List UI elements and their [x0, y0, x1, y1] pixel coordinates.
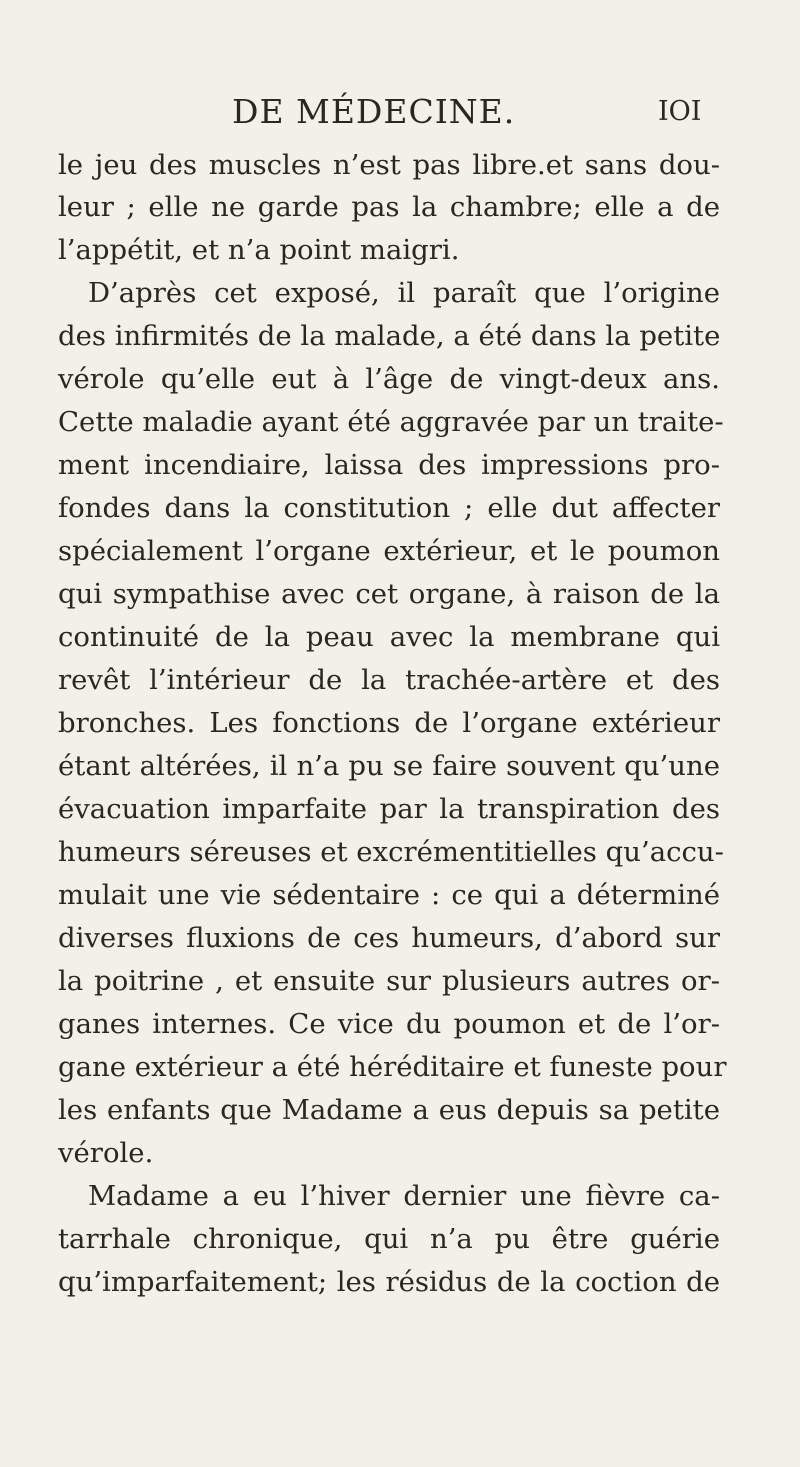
- text-line: Cette maladie ayant été aggravée par un traite-: [58, 406, 724, 438]
- text-line: la poitrine , et ensuite sur plusieurs autres or-: [58, 965, 720, 997]
- text-line: bronches. Les fonctions de l’organe extérieur: [58, 707, 720, 739]
- text-line: mulait une vie sédentaire : ce qui a déterminé: [58, 879, 720, 911]
- text-line: vérole.: [58, 1137, 154, 1169]
- text-line: étant altérées, il n’a pu se faire souvent qu’une: [58, 750, 720, 782]
- text-line: spécialement l’organe extérieur, et le poumon: [58, 535, 720, 567]
- text-line: vérole qu’elle eut à l’âge de vingt-deux ans.: [58, 363, 720, 395]
- text-line: fondes dans la constitution ; elle dut affecter: [58, 492, 720, 524]
- text-line: qui sympathise avec cet organe, à raison de la: [58, 578, 720, 610]
- text-line: D’après cet exposé, il paraît que l’origine: [88, 277, 720, 309]
- text-line: revêt l’intérieur de la trachée-artère et des: [58, 664, 720, 696]
- text-line: évacuation imparfaite par la transpiration des: [58, 793, 720, 825]
- text-line: ment incendiaire, laissa des impressions pro-: [58, 449, 720, 481]
- text-line: Madame a eu l’hiver dernier une fièvre ca-: [88, 1180, 720, 1212]
- text-line: gane extérieur a été héréditaire et funeste pour: [58, 1051, 727, 1083]
- text-line: l’appétit, et n’a point maigri.: [58, 234, 460, 266]
- text-line: leur ; elle ne garde pas la chambre; elle a de: [58, 191, 720, 223]
- page-number: IOI: [658, 96, 702, 127]
- text-line: humeurs séreuses et excrémentitielles qu’accu-: [58, 836, 724, 868]
- text-line: ganes internes. Ce vice du poumon et de l’or-: [58, 1008, 720, 1040]
- page-header: [0, 92, 800, 136]
- text-line: tarrhale chronique, qui n’a pu être guérie: [58, 1223, 720, 1255]
- text-line: des infirmités de la malade, a été dans la petite: [58, 320, 721, 352]
- text-line: les enfants que Madame a eus depuis sa petite: [58, 1094, 720, 1126]
- running-title: DE MÉDECINE.: [232, 92, 516, 131]
- text-line: le jeu des muscles n’est pas libre.et sans dou-: [58, 149, 720, 181]
- text-line: qu’imparfaitement; les résidus de la coction de: [58, 1266, 720, 1298]
- text-line: continuité de la peau avec la membrane qui: [58, 621, 720, 653]
- text-line: diverses fluxions de ces humeurs, d’abord sur: [58, 922, 720, 954]
